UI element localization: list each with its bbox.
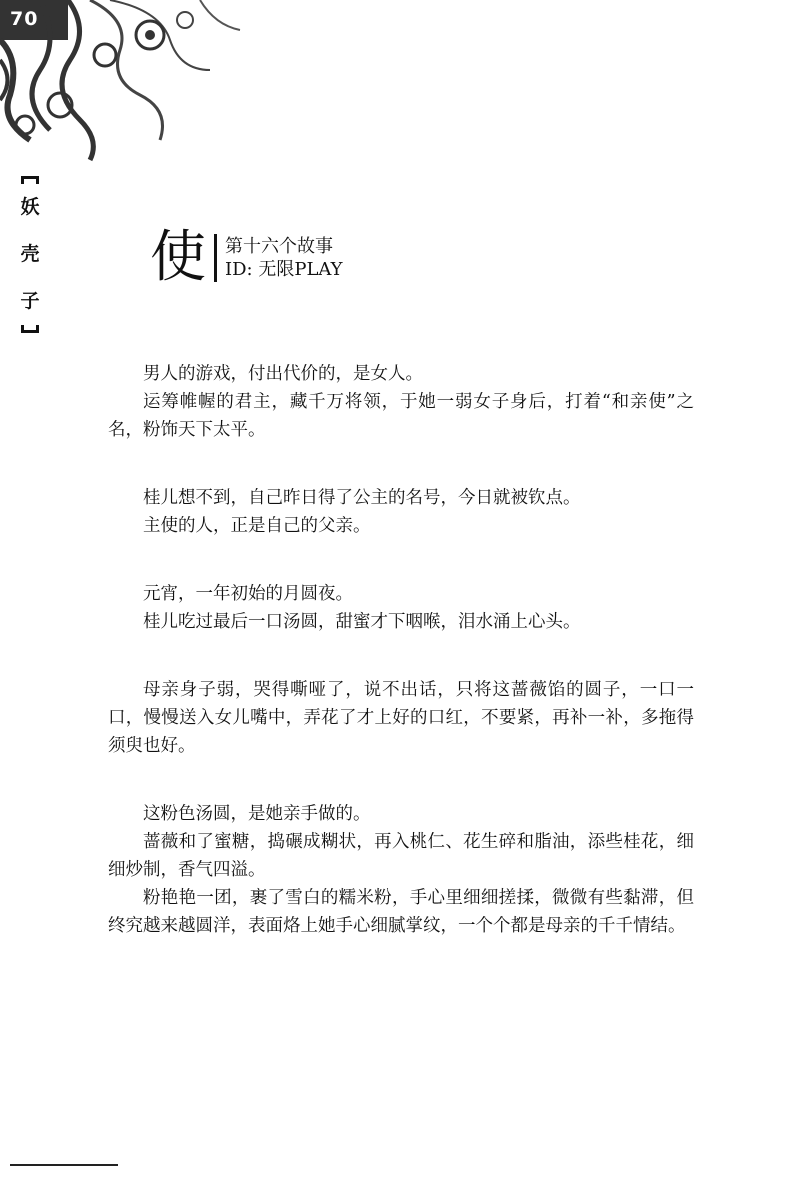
body-text (108, 360, 694, 940)
chapter-meta (225, 235, 343, 281)
paragraph: 这粉色汤圆，是她亲手做的。 (143, 804, 371, 824)
author-id: ID: 无限PLAY (225, 259, 343, 280)
side-title (18, 176, 42, 333)
paragraph: 蔷薇和了蜜糖，捣碾成糊状，再入桃仁、花生碎和脂油，添些桂花，细细炒制，香气四溢。 (108, 832, 694, 880)
heading-divider (214, 234, 217, 282)
page-number: 70 (10, 8, 39, 30)
paragraph: 男人的游戏，付出代价的，是女人。 (143, 364, 423, 384)
paragraph: 桂儿想不到，自己昨日得了公主的名号，今日就被钦点。 (143, 488, 581, 508)
paragraph: 元宵，一年初始的月圆夜。 (143, 584, 353, 604)
footer-rule (10, 1164, 118, 1166)
side-title-char: 壳 (20, 243, 40, 265)
chapter-number: 第十六个故事 (225, 236, 333, 257)
paragraph: 母亲身子弱，哭得嘶哑了，说不出话，只将这蔷薇馅的圆子，一口一口，慢慢送入女儿嘴中，弄花了才上好的口红，不要紧，再补一补，多拖得须臾也好。 (108, 680, 694, 756)
paragraph: 主使的人，正是自己的父亲。 (143, 516, 371, 536)
ornament-corner (0, 0, 260, 165)
bracket-top (21, 176, 39, 184)
paragraph: 桂儿吃过最后一口汤圆，甜蜜才下咽喉，泪水涌上心头。 (143, 612, 581, 632)
bracket-bottom (21, 325, 39, 333)
paragraph: 运筹帷幄的君主，藏千万将领，于她一弱女子身后，打着“和亲使”之名，粉饰天下太平。 (108, 392, 694, 440)
chapter-heading (150, 226, 343, 290)
side-title-char: 妖 (20, 196, 40, 218)
paragraph: 粉艳艳一团，裹了雪白的糯米粉，手心里细细搓揉，微微有些黏滞，但终究越来越圆洋，表面烙上她手心细腻掌纹，一个个都是母亲的千千情结。 (108, 888, 694, 936)
chapter-char: 使 (150, 225, 206, 290)
side-title-char: 子 (20, 290, 40, 312)
